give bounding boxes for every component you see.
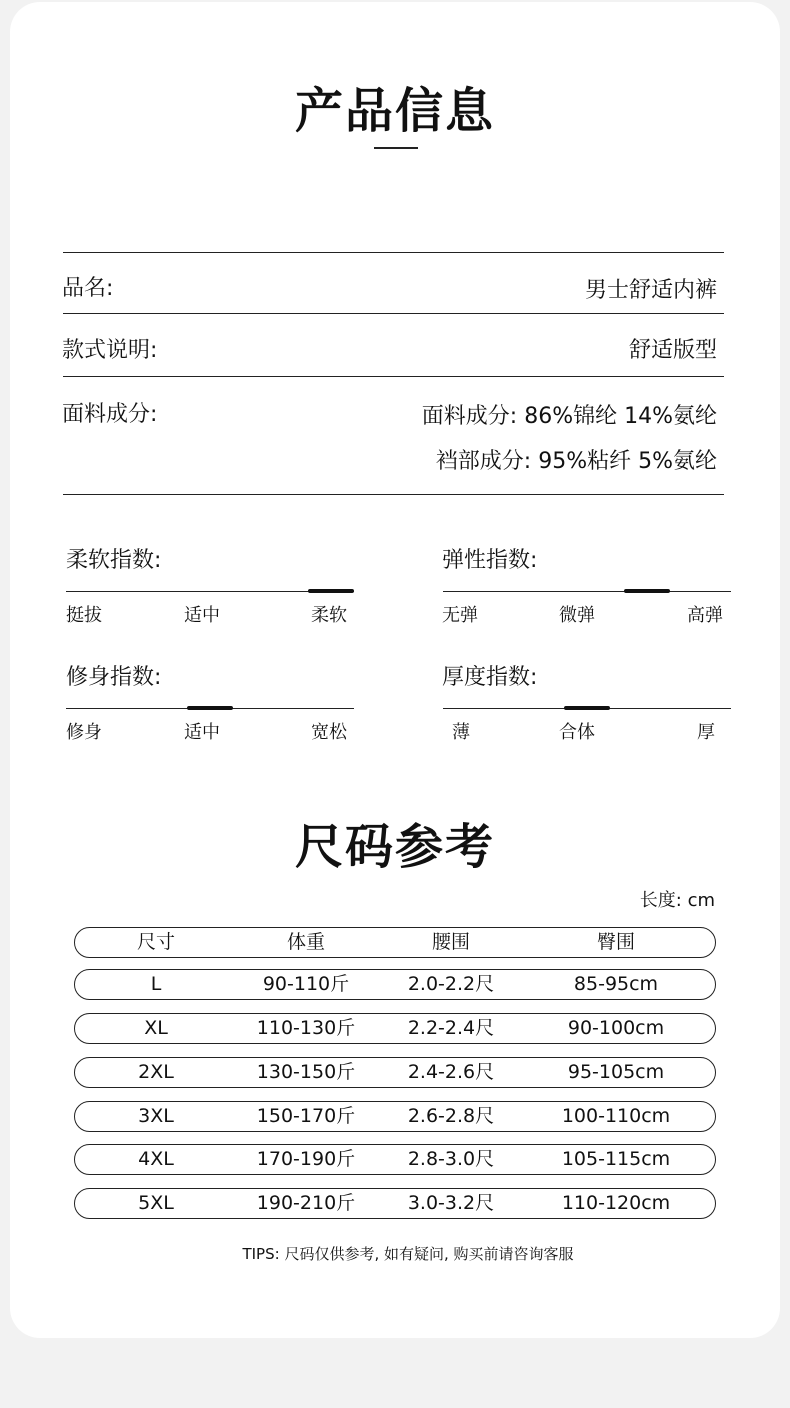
product-name-value: 男士舒适内裤 <box>584 278 717 303</box>
softness-index-title: 柔软指数: <box>66 548 162 573</box>
cell-waist: 2.8-3.0尺 <box>407 1148 495 1170</box>
cell-waist: 2.6-2.8尺 <box>407 1105 495 1127</box>
cell-hip: 95-105cm <box>567 1061 665 1083</box>
elasticity-scale-line <box>443 591 731 592</box>
cell-weight: 150-170斤 <box>256 1105 356 1127</box>
header-weight: 体重 <box>286 931 325 953</box>
cell-size: 5XL <box>138 1192 174 1214</box>
style-value: 舒适版型 <box>628 338 717 363</box>
thickness-label-mid: 合体 <box>559 722 595 743</box>
size-chart-title: 尺码参考 <box>294 819 495 875</box>
cell-weight: 170-190斤 <box>256 1148 356 1170</box>
softness-label-low: 挺拔 <box>66 605 102 626</box>
softness-label-high: 柔软 <box>311 605 347 626</box>
fabric-value-main: 面料成分: 86%锦纶 14%氨纶 <box>421 404 717 429</box>
cell-size: 2XL <box>138 1061 174 1083</box>
fabric-label: 面料成分: <box>62 402 158 427</box>
elasticity-label-high: 高弹 <box>687 605 723 626</box>
product-info-title: 产品信息 <box>294 83 495 139</box>
thickness-scale-marker <box>564 706 610 710</box>
cell-waist: 2.2-2.4尺 <box>407 1017 495 1039</box>
divider <box>63 252 724 253</box>
table-row <box>74 1144 716 1175</box>
fit-label-high: 宽松 <box>311 722 347 743</box>
cell-size: 4XL <box>138 1148 174 1170</box>
style-label: 款式说明: <box>62 338 158 363</box>
header-size: 尺寸 <box>136 931 175 953</box>
size-tips: TIPS: 尺码仅供参考, 如有疑问, 购买前请咨询客服 <box>242 1245 574 1263</box>
cell-waist: 2.4-2.6尺 <box>407 1061 495 1083</box>
header-waist: 腰围 <box>431 931 470 953</box>
cell-hip: 85-95cm <box>573 973 659 995</box>
size-table-header <box>74 927 716 958</box>
cell-hip: 105-115cm <box>561 1148 671 1170</box>
elasticity-index-title: 弹性指数: <box>442 548 538 573</box>
divider <box>63 313 724 314</box>
fit-label-low: 修身 <box>66 722 102 743</box>
divider <box>63 376 724 377</box>
divider <box>63 494 724 495</box>
cell-weight: 110-130斤 <box>256 1017 356 1039</box>
softness-scale-marker <box>308 589 354 593</box>
table-row <box>74 1188 716 1219</box>
cell-size: 3XL <box>138 1105 174 1127</box>
cell-waist: 3.0-3.2尺 <box>407 1192 495 1214</box>
cell-weight: 130-150斤 <box>256 1061 356 1083</box>
table-row <box>74 969 716 1000</box>
thickness-index-title: 厚度指数: <box>442 665 538 690</box>
table-row <box>74 1057 716 1088</box>
fabric-value-crotch: 裆部成分: 95%粘纤 5%氨纶 <box>435 449 717 474</box>
table-row <box>74 1101 716 1132</box>
thickness-label-high: 厚 <box>697 722 715 743</box>
elasticity-label-mid: 微弹 <box>559 605 595 626</box>
fit-label-mid: 适中 <box>184 722 220 743</box>
cell-size: XL <box>144 1017 168 1039</box>
cell-hip: 90-100cm <box>567 1017 665 1039</box>
product-name-label: 品名: <box>62 276 114 301</box>
table-row <box>74 1013 716 1044</box>
cell-waist: 2.0-2.2尺 <box>407 973 495 995</box>
cell-size: L <box>150 973 162 995</box>
cell-weight: 190-210斤 <box>256 1192 356 1214</box>
title-underline <box>374 147 418 149</box>
header-hip: 臀围 <box>596 931 635 953</box>
fit-scale-marker <box>187 706 233 710</box>
unit-note: 长度: cm <box>639 890 715 911</box>
cell-weight: 90-110斤 <box>262 973 350 995</box>
fit-index-title: 修身指数: <box>66 665 162 690</box>
thickness-label-low: 薄 <box>452 722 470 743</box>
cell-hip: 110-120cm <box>561 1192 671 1214</box>
elasticity-scale-marker <box>624 589 670 593</box>
softness-label-mid: 适中 <box>184 605 220 626</box>
cell-hip: 100-110cm <box>561 1105 671 1127</box>
elasticity-label-low: 无弹 <box>442 605 478 626</box>
